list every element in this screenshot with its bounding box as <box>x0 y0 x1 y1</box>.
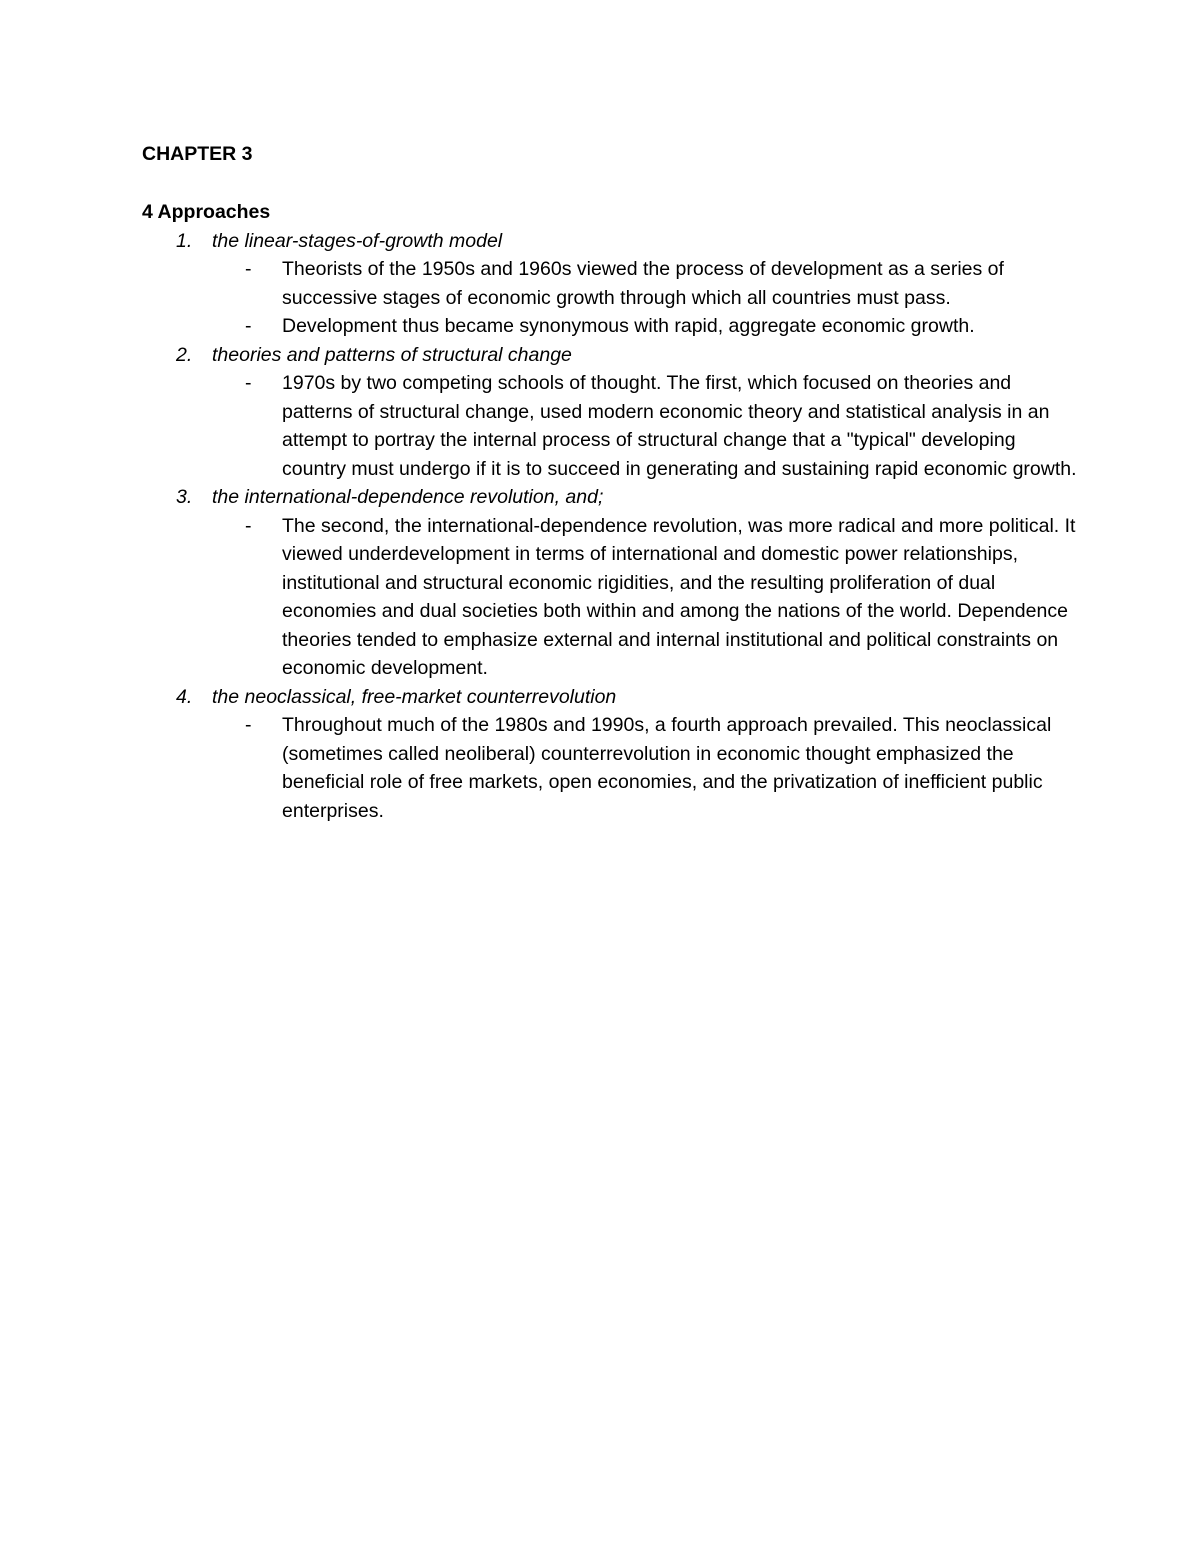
blank-line <box>142 169 1082 198</box>
approach-title: theories and patterns of structural change <box>212 343 572 366</box>
bullet-text: Development thus became synonymous with rapid, aggregate economic growth. <box>282 315 975 337</box>
bullet-list <box>212 255 1082 341</box>
bullet-dash: - <box>245 258 252 280</box>
approach-item <box>142 341 1082 484</box>
bullet-text: The second, the international-dependence revolution, was more radical and more political. It viewed underdevelopment in terms of international and domestic power relationships, institutional and structural economic rigidities, and the resulting proliferation of dual economies and dual societies both within and among the nations of the world. Dependence theories tended to emphasize external and internal institutional and political constraints on economic development. <box>282 514 1076 679</box>
bullet-text: Throughout much of the 1980s and 1990s, a fourth approach prevailed. This neoclassical (sometimes called neoliberal) counterrevolution in economic thought emphasized the beneficial role of free markets, open economies, and the privatization of inefficient public enterprises. <box>282 714 1052 822</box>
document-content <box>142 140 1082 825</box>
bullet-list <box>212 369 1082 483</box>
approach-title: the international-dependence revolution, and; <box>212 486 604 508</box>
approach-item <box>142 483 1082 683</box>
bullet-text: Theorists of the 1950s and 1960s viewed the process of development as a series of successive stages of economic growth through which all countries must pass. <box>282 258 1004 309</box>
bullet-dash: - <box>245 714 252 736</box>
bullet-dash: - <box>245 514 252 537</box>
bullet-text: 1970s by two competing schools of thought. The first, which focused on theories and patterns of structural change, used modern economic theory and statistical analysis in an attempt to portray the internal process of structural change that a "typical" developing country must undergo if it is to succeed in generating and sustaining rapid economic growth. <box>282 372 1077 480</box>
approach-item <box>142 683 1082 826</box>
bullet-list <box>212 711 1082 825</box>
bullet-dash: - <box>245 315 252 337</box>
approach-number: 4. <box>176 685 193 708</box>
bullet-item <box>212 255 1082 312</box>
bullet-list <box>212 512 1082 683</box>
bullet-item <box>212 369 1082 483</box>
bullet-item <box>212 312 1082 341</box>
bullet-item <box>212 512 1082 683</box>
bullet-item <box>212 711 1082 825</box>
section-title: 4 Approaches <box>142 200 271 223</box>
approaches-list <box>142 227 1082 826</box>
approach-title: the linear-stages-of-growth model <box>212 229 503 252</box>
bullet-dash: - <box>245 372 252 394</box>
approach-item <box>142 227 1082 341</box>
approach-number: 2. <box>176 343 193 366</box>
approach-title: the neoclassical, free-market counterrevolution <box>212 685 617 708</box>
approach-number: 3. <box>176 486 193 508</box>
approach-number: 1. <box>176 229 193 252</box>
chapter-heading: CHAPTER 3 <box>142 143 253 165</box>
